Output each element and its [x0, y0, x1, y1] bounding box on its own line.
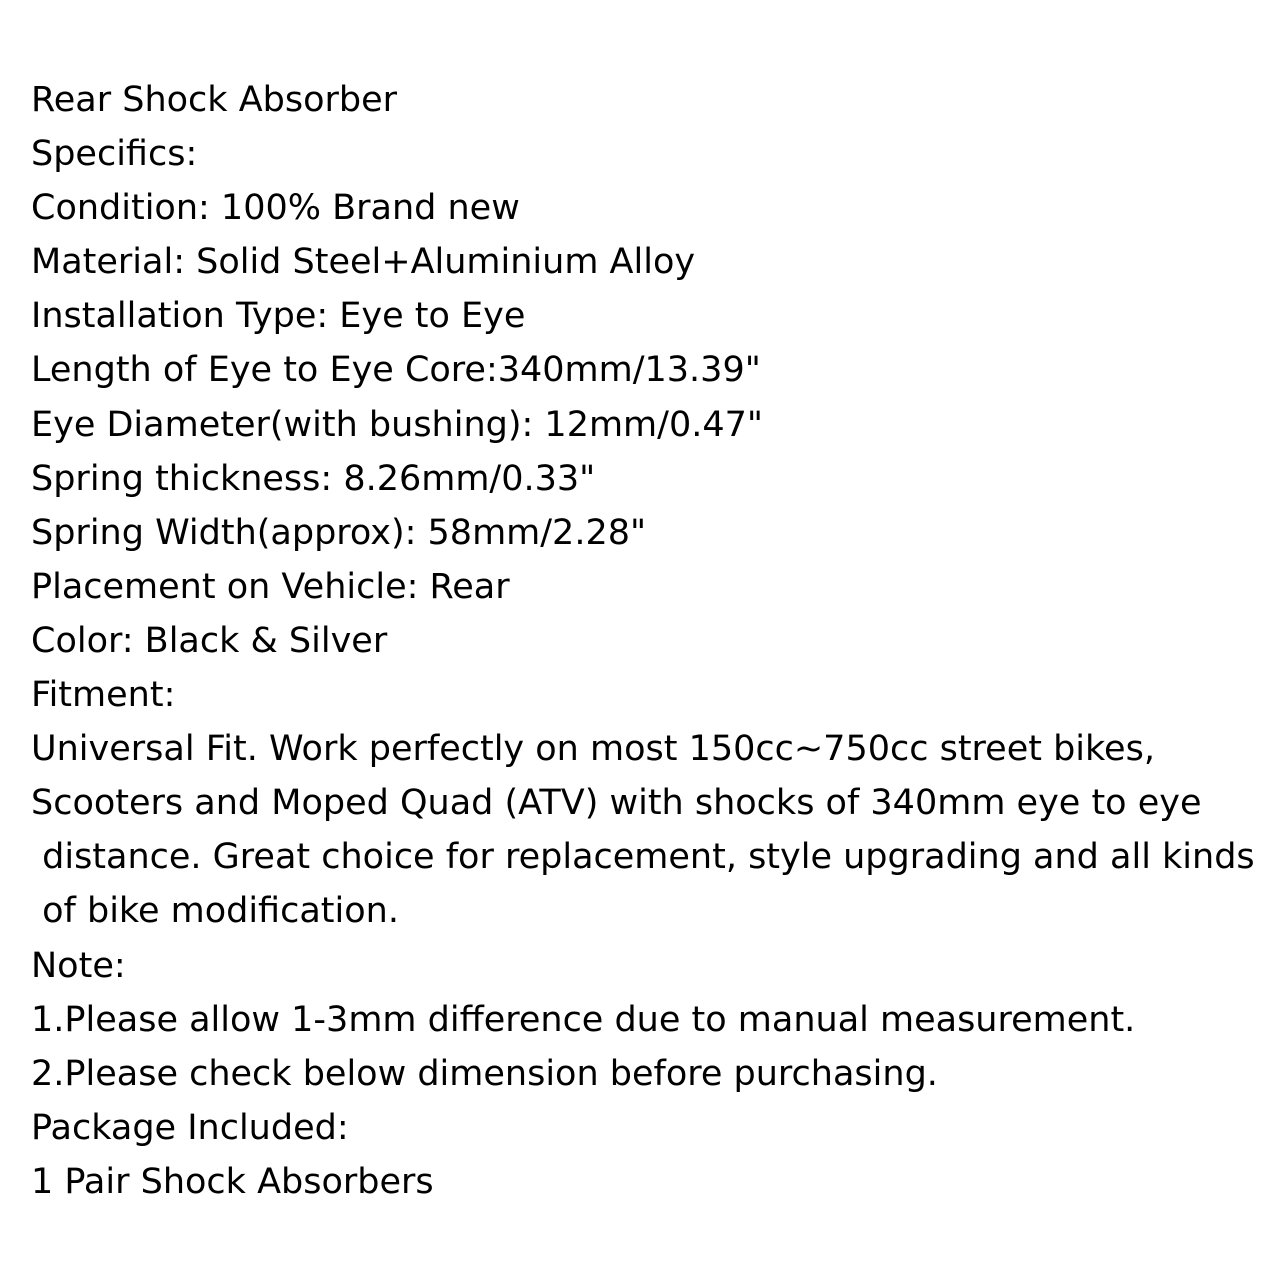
spec-color: Color: Black & Silver — [31, 620, 388, 661]
spec-condition: Condition: 100% Brand new — [31, 188, 520, 229]
spec-eye-diameter: Eye Diameter(with bushing): 12mm/0.47" — [31, 404, 763, 445]
product-description — [31, 73, 1271, 1209]
note-heading: Note: — [31, 945, 126, 986]
fitment-heading: Fitment: — [31, 675, 176, 716]
doc-title: Rear Shock Absorber — [31, 80, 398, 120]
specifics-heading: Specifics: — [31, 134, 198, 175]
spec-installation-type: Installation Type: Eye to Eye — [31, 296, 526, 337]
spec-eye-to-eye-length: Length of Eye to Eye Core:340mm/13.39" — [31, 350, 761, 391]
note-item: 1.Please allow 1-3mm difference due to manual measurement. — [31, 999, 1136, 1040]
note-item: 2.Please check below dimension before purchasing. — [31, 1053, 938, 1094]
fitment-text-line: distance. Great choice for replacement, style upgrading and all kinds — [31, 837, 1255, 878]
fitment-text-line: Scooters and Moped Quad (ATV) with shocks of 340mm eye to eye — [31, 783, 1202, 824]
fitment-text-line: of bike modification. — [31, 891, 399, 932]
package-heading: Package Included: — [31, 1107, 349, 1148]
fitment-text-line: Universal Fit. Work perfectly on most 150cc~750cc street bikes, — [31, 729, 1155, 770]
spec-spring-width: Spring Width(approx): 58mm/2.28" — [31, 512, 647, 553]
spec-placement: Placement on Vehicle: Rear — [31, 566, 510, 607]
spec-material: Material: Solid Steel+Aluminium Alloy — [31, 242, 696, 283]
package-item: 1 Pair Shock Absorbers — [31, 1161, 434, 1202]
spec-spring-thickness: Spring thickness: 8.26mm/0.33" — [31, 458, 596, 499]
